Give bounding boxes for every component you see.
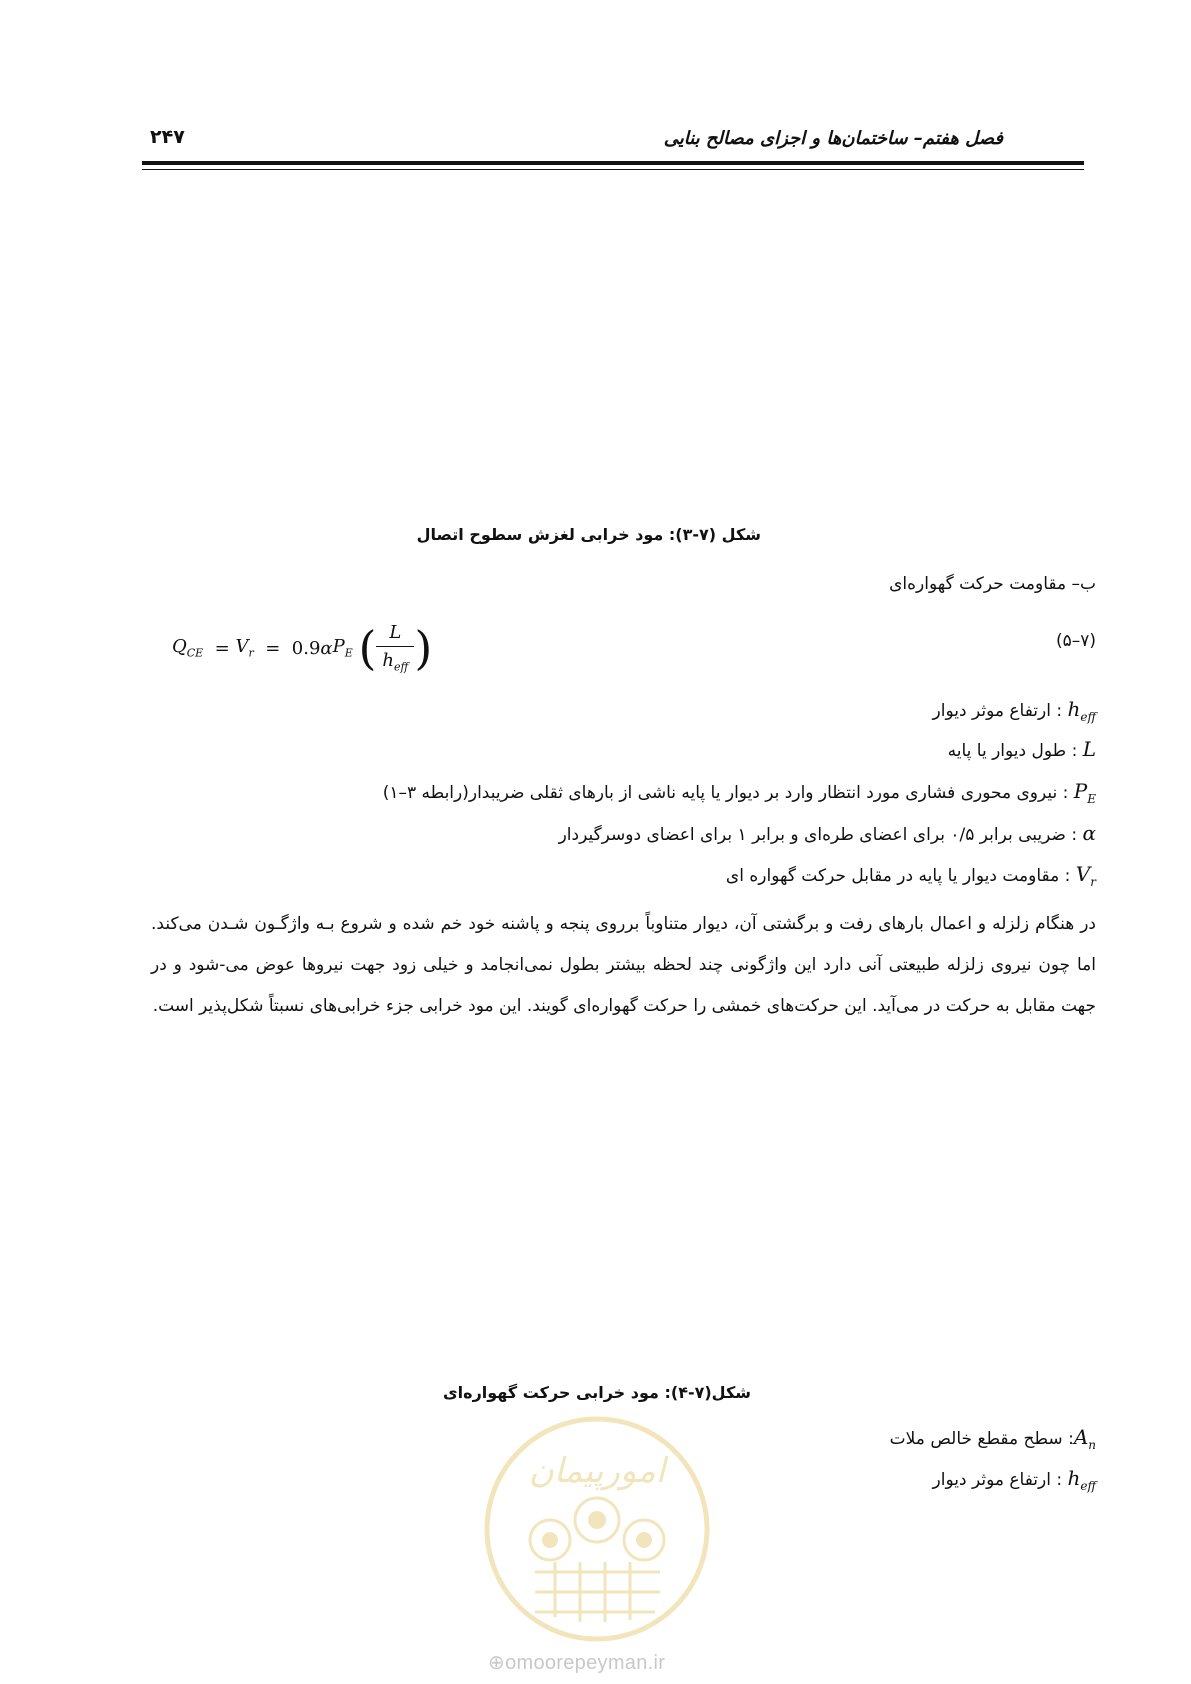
definition-heff: $h_{eff}$ : ارتفاع موثر دیوار (932, 697, 1096, 724)
definition-pe: $P_E$ : نیروی محوری فشاری مورد انتظار وارد بر دیوار یا پایه ناشی از بارهای ثقلی ضریبدار(رابطه ۳–۱) (382, 779, 1096, 806)
chapter-title: فصل هفتم– ساختمان‌ها و اجزای مصالح بنایی (663, 128, 1003, 149)
page-number: ۲۴۷ (150, 126, 185, 148)
formula-coef: 0.9 (291, 637, 321, 659)
watermark-logo-icon (480, 1412, 715, 1647)
definition-vr: $V_r$ : مقاومت دیوار یا پایه در مقابل حرکت گهواره ای (725, 862, 1096, 889)
header-rule-thick (142, 161, 1084, 165)
definition-l: L : طول دیوار یا پایه (947, 737, 1096, 761)
figure-caption-7-4: شکل(۷-۴): مود خرابی حرکت گهواره‌ای (442, 1383, 751, 1402)
formula-alpha: α (320, 637, 333, 659)
formula-v: $V_r$ (235, 636, 254, 660)
header-rule-thin (142, 169, 1084, 170)
watermark-url: ⊕omoorepeyman.ir (488, 1652, 666, 1674)
body-paragraph: در هنگام زلزله و اعمال بارهای رفت و برگشتی آن، دیوار متناوباً برروی پنجه و پاشنه خود خم شده و شروع بـه واژگـون شـدن می‌کند. اما چون نیروی زلزله طبیعتی آنی دارد این واژگونی چند لحظه بیشتر بطول نمی‌انجامد و خیلی زود جهت نیروها عوض می-شود و در جهت مقابل به حرکت در می‌آید. این حرکت‌های خمشی را حرکت گهواره‌ای گویند. این مود خرابی جزء خرابی‌های نسبتاً شکل‌پذیر است. (151, 914, 1096, 1016)
formula-fraction: $\frac{L}{h_{eff}}$ (376, 622, 414, 674)
equation-number: (۷–۵) (1055, 631, 1096, 651)
formula-p: $P_E$ (332, 636, 353, 660)
definition-an: $A_n$: سطح مقطع خالص ملات (889, 1425, 1096, 1452)
rocking-formula: $Q_{CE} = V_r = 0.9\alpha P_E$ ( $\frac{L}{h_{eff}}$ ) (172, 621, 433, 675)
watermark-logo-text: امورپیمان (528, 1451, 666, 1491)
section-heading-rocking: ب– مقاومت حرکت گهواره‌ای (889, 574, 1096, 594)
figure-caption-7-3: شکل (۷-۳): مود خرابی لغزش سطوح اتصال (416, 525, 761, 544)
definition-alpha: α : ضریبی برابر ۰/۵ برای اعضای طره‌ای و برابر ۱ برای اعضای دوسرگیردار (558, 821, 1096, 845)
formula-lhs: $Q_{CE}$ (172, 636, 204, 660)
definition-heff-2: $h_{eff}$ : ارتفاع موثر دیوار (932, 1466, 1096, 1493)
